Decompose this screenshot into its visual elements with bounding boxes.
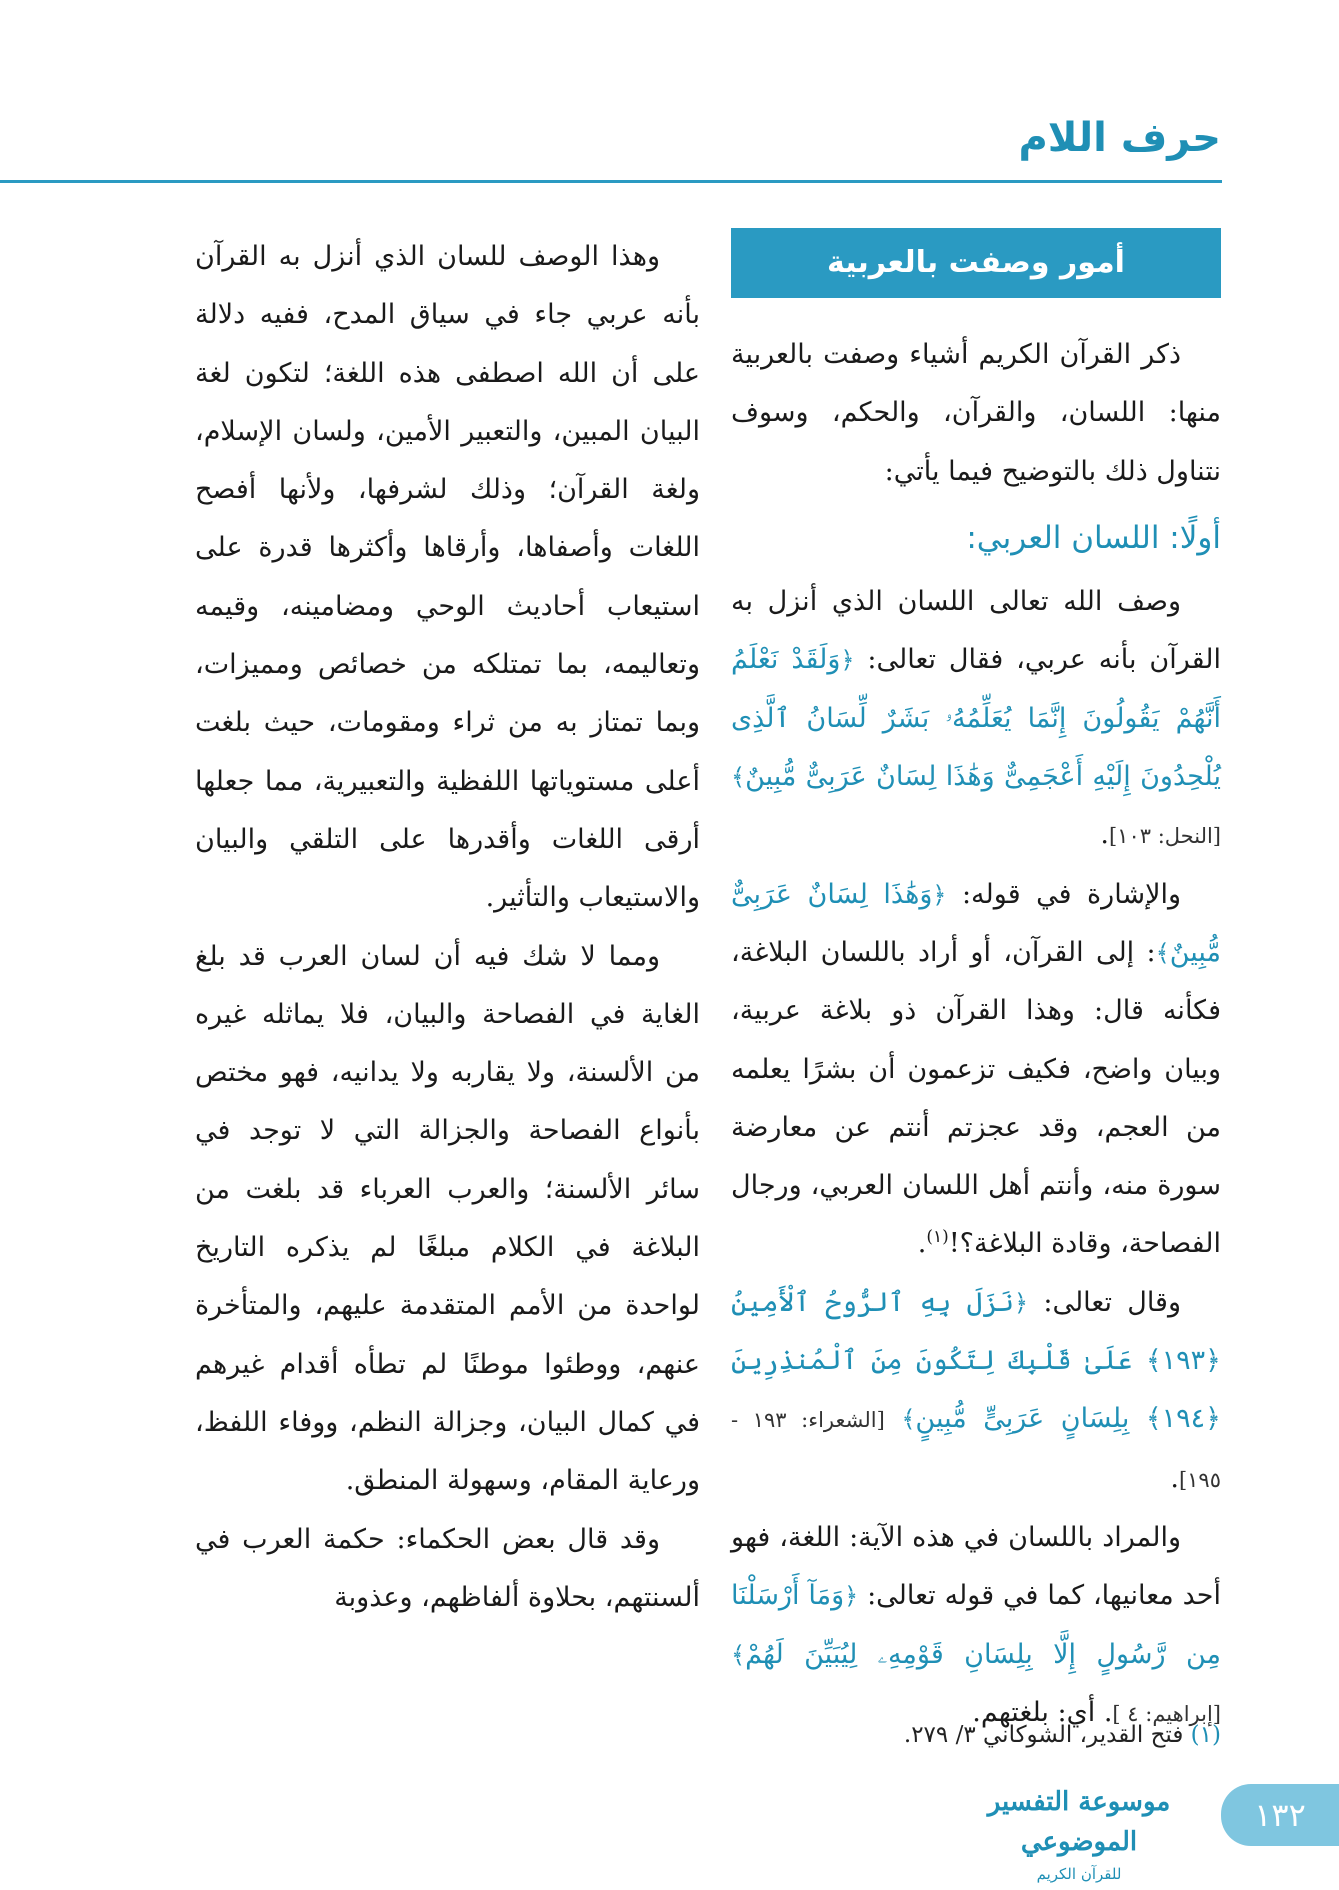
encyclopedia-logo [964, 1782, 1194, 1883]
logo-subtitle: للقرآن الكريم [1036, 1865, 1122, 1883]
quran-verse: وَهَٰذَا لِسَانٌ عَرَبِىٌّ مُّبِينٌ [731, 878, 1221, 968]
header-divider [0, 180, 1222, 183]
section-title: أمور وصفت بالعربية [731, 228, 1221, 298]
paragraph-arab-eloquence: ومما لا شك فيه أن لسان العرب قد بلغ الغاية في الفصاحة والبيان، فلا يماثله غيره من الألسنة، ولا يقاربه ولا يدانيه، فهو مختص بأنواع الفصاحة والجزالة التي لا توجد في سائر الألسنة؛ والعرب العرباء قد بلغت من البلاغة في الكلام مبلغًا لم يذكره التاريخ لواحدة من الأمم المتقدمة عليهم، والمتأخرة عنهم، ووطئوا موطنًا لم تطأه أقدام غيرهم في كمال البيان، وجزالة النظم، ووفاء اللفظ، ورعاية المقام، وسهولة المنطق. [195, 940, 700, 1497]
intro-paragraph: ذكر القرآن الكريم أشياء وصفت بالعربية منها: اللسان، والقرآن، والحكم، وسوف نتناول ذلك بالتوضيح فيما يأتي: [731, 339, 1221, 487]
ayah-open-bracket-icon: ﴿ [932, 880, 947, 909]
chapter-title: حرف اللام [1018, 115, 1221, 161]
paragraph-quran-description: وصف الله تعالى اللسان الذي أنزل به القرآن بأنه عربي، فقال تعالى: ﴿وَلَقَدْ نَعْلَمُ أَنَّهُمْ يَقُولُونَ إِنَّمَا يُعَلِّمُهُۥ بَشَرٌ لِّسَانُ ٱلَّذِى يُلْحِدُونَ إِلَيْهِ أَعْجَمِىٌّ وَهَٰذَا لِسَانٌ عَرَبِىٌّ مُّبِينٌ﴾ [النحل: ١٠٣]. [731, 586, 1221, 851]
ayah-close-bracket-icon: ﴾ [731, 1640, 746, 1669]
paragraph-second-verse: وقال تعالى: ﴿نَزَلَ بِهِ ٱلرُّوحُ ٱلْأَمِينُ ﴿١٩٣﴾ عَلَىٰ قَلْبِكَ لِتَكُونَ مِنَ ٱلْمُنذِرِينَ ﴿١٩٤﴾ بِلِسَانٍ عَرَبِىٍّ مُّبِينٍ﴾ [الشعراء: ١٩٣ - ١٩٥]. [731, 1286, 1221, 1494]
logo-title: موسوعة التفسير الموضوعي [987, 1787, 1171, 1857]
footnote-marker[interactable]: (١) [926, 1227, 949, 1248]
page-number: ١٣٢ [1221, 1784, 1339, 1846]
ayah-open-bracket-icon: ﴿ [844, 1582, 859, 1611]
verse-reference: [الشعراء: ١٩٣ - ١٩٥] [731, 1408, 1221, 1492]
verse-reference: [النحل: ١٠٣] [1108, 824, 1221, 849]
paragraph-meaning-language [731, 1509, 1221, 1743]
quran-verse: نَزَلَ بِهِ ٱلرُّوحُ ٱلْأَمِينُ ﴿١٩٣﴾ عَلَىٰ قَلْبِكَ لِتَكُونَ مِنَ ٱلْمُنذِرِينَ ﴿١٩٤﴾ بِلِسَانٍ عَرَبِىٍّ مُّبِينٍ [731, 1286, 1221, 1435]
quran-verse: وَمَآ أَرْسَلْنَا مِن رَّسُولٍ إِلَّا بِلِسَانِ قَوْمِهِۦ لِيُبَيِّنَ لَهُمْ [731, 1580, 1221, 1670]
paragraph-indication: والإشارة في قوله: ﴿وَهَٰذَا لِسَانٌ عَرَبِىٌّ مُّبِينٌ﴾: إلى القرآن، أو أراد باللسان البلاغة، فكأنه قال: وهذا القرآن ذو بلاغة عربية، وبيان واضح، فكيف تزعمون أن بشرًا يعلمه من العجم، وقد عجزتم أنتم عن معارضة سورة منه، وأنتم أهل اللسان العربي، ورجال الفصاحة، وقادة البلاغة؟!$^{(١)}$. [731, 878, 1221, 1260]
paragraph-text: . أي: بلغتهم. [972, 1696, 1113, 1728]
paragraph-text: وصف الله تعالى اللسان الذي أنزل به القرآن بأنه عربي، فقال تعالى: [731, 586, 1221, 676]
left-column [195, 228, 700, 1627]
paragraph-text: وقال تعالى: [1043, 1286, 1181, 1318]
paragraph-text: والمراد باللسان في هذه الآية: اللغة، فهو أحد معانيها، كما في قوله تعالى: [731, 1521, 1221, 1612]
right-column [731, 228, 1221, 1743]
paragraph-text: والإشارة في قوله: [961, 878, 1182, 910]
quran-verse: وَلَقَدْ نَعْلَمُ أَنَّهُمْ يَقُولُونَ إِنَّمَا يُعَلِّمُهُۥ بَشَرٌ لِّسَانُ ٱلَّذِى يُلْحِدُونَ إِلَيْهِ أَعْجَمِىٌّ وَهَٰذَا لِسَانٌ عَرَبِىٌّ مُّبِينٌ [731, 644, 1221, 793]
subheading-arabic-tongue: أولًا: اللسان العربي: [966, 519, 1221, 556]
ayah-close-bracket-icon: ﴾ [1155, 938, 1170, 967]
paragraph-praise-context: وهذا الوصف للسان الذي أنزل به القرآن بأنه عربي جاء في سياق المدح، ففيه دلالة على أن الله اصطفى هذه اللغة؛ لتكون لغة البيان المبين، والتعبير الأمين، ولسان الإسلام، ولغة القرآن؛ وذلك لشرفها، ولأنها أفصح اللغات وأصفاها، وأرقاها وأكثرها قدرة على استيعاب أحاديث الوحي ومضامينه، وقيمه وتعاليمه، بما تمتلكه من خصائص ومميزات، وبما تمتاز به من ثراء ومقومات، حيث بلغت أعلى مستوياتها اللفظية والتعبيرية، مما جعلها أرقى اللغات وأقدرها على التلقي والبيان والاستيعاب والتأثير. [195, 241, 700, 914]
footnote-number: (١) [1190, 1722, 1221, 1748]
footnote [731, 1722, 1221, 1748]
ayah-close-bracket-icon: ﴾ [731, 763, 746, 792]
paragraph-wise-saying: وقد قال بعض الحكماء: حكمة العرب في ألسنتهم، بحلاوة ألفاظهم، وعذوبة [195, 1523, 700, 1613]
ayah-open-bracket-icon: ﴿ [840, 646, 855, 675]
ayah-open-bracket-icon: ﴿ [1014, 1288, 1029, 1317]
footnote-text: فتح القدير، الشوكاني ٣/ ٢٧٩. [903, 1722, 1184, 1748]
verse-reference: [إبراهيم: ٤ ] [1112, 1701, 1221, 1726]
paragraph-text: : إلى القرآن، أو أراد باللسان البلاغة، فكأنه قال: وهذا القرآن ذو بلاغة عربية، وبيان واضح، فكيف تزعمون أن بشرًا يعلمه من العجم، وقد عجزتم أنتم عن معارضة سورة منه، وأنتم أهل اللسان العربي، ورجال الفصاحة، وقادة البلاغة؟! [731, 936, 1221, 1260]
ayah-close-bracket-icon: ﴾ [901, 1405, 916, 1434]
